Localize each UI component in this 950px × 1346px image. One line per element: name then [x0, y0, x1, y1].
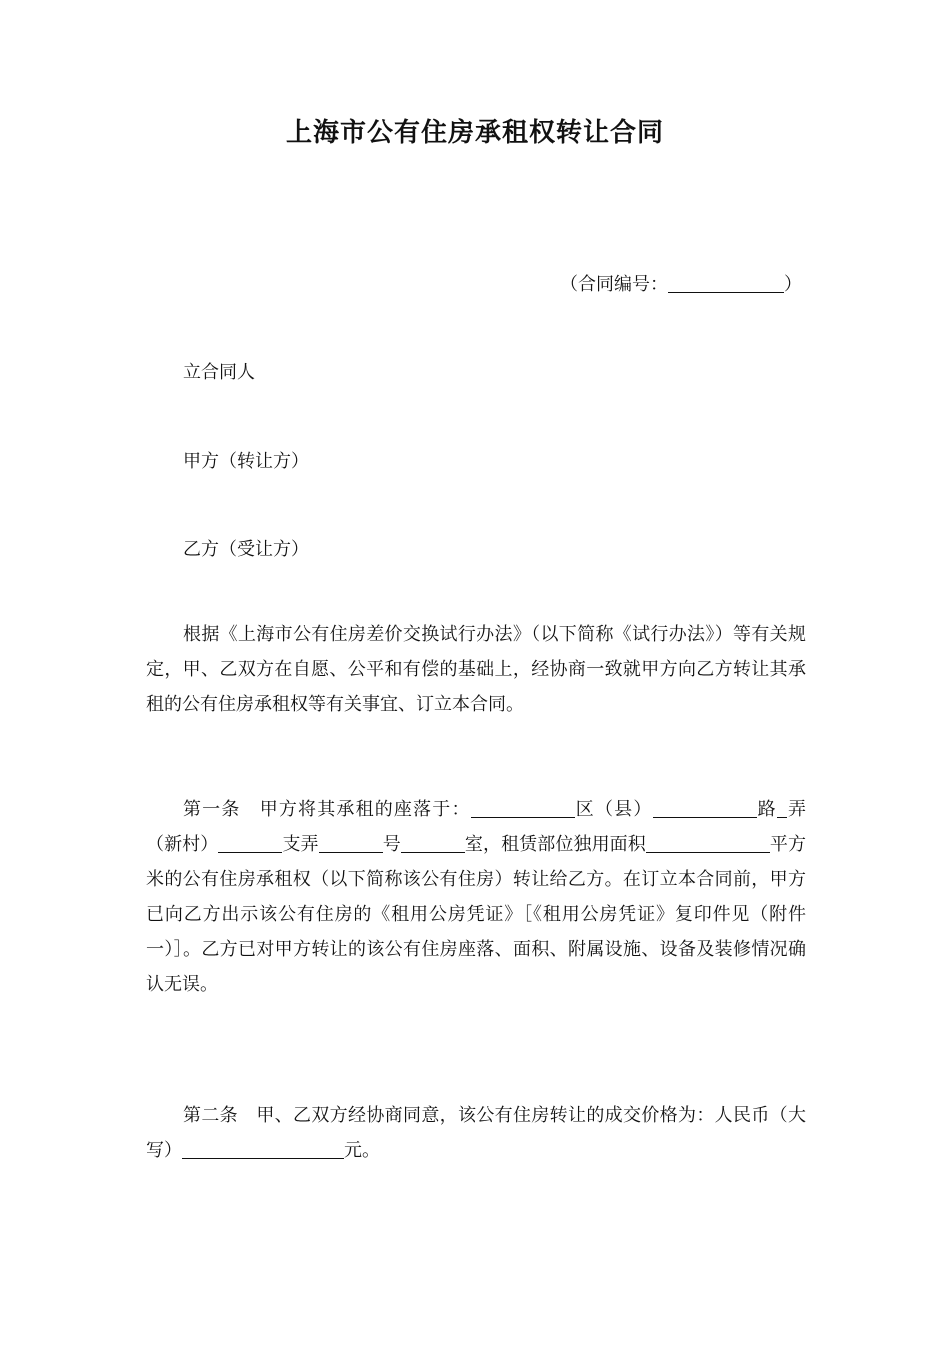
document-title: 上海市公有住房承租权转让合同 — [285, 118, 664, 148]
district-blank[interactable] — [471, 799, 575, 818]
preamble-paragraph: 根据《上海市公有住房差价交换试行办法》（以下简称《试行办法》）等有关规定，甲、乙双方在自愿、公平和有偿的基础上，经协商一致就甲方向乙方转让其承租的公有住房承租权等有关事宜、订立本合同。 — [146, 624, 806, 715]
room-blank[interactable] — [401, 834, 465, 853]
price-blank[interactable] — [182, 1140, 344, 1159]
road-blank[interactable] — [653, 799, 757, 818]
party-b-label: 乙方（受让方） — [183, 539, 309, 560]
party-a-label: 甲方（转让方） — [183, 451, 309, 472]
parties-heading: 立合同人 — [183, 362, 255, 383]
sublane-blank[interactable] — [218, 834, 282, 853]
article-1: 第一条 甲方将其承租的座落于： 区（县） 路 弄（新村） 支弄 号 室，租赁部位独用面积 平方米的公有住房承租权（以下简称该公有住房）转让给乙方。在订立本合同前，甲方已向乙方出示该公有住房的《租用公房凭证》［《租用公房凭证》复印件见（附件一）］。乙方已对甲方转让的该公有住房座落、面积、附属设施、设备及装修情况确认无误。 — [146, 799, 807, 995]
article-2: 第二条 甲、乙双方经协商同意，该公有住房转让的成交价格为：人民币（大写） 元。 — [146, 1105, 806, 1161]
area-blank[interactable] — [646, 834, 770, 853]
contract-number-blank[interactable] — [668, 274, 784, 293]
number-blank[interactable] — [319, 834, 383, 853]
contract-number — [560, 270, 802, 296]
lane-blank[interactable] — [777, 799, 787, 818]
contract-number-label: （合同编号： — [560, 274, 668, 295]
article-1-label: 第一条 — [183, 799, 241, 820]
article-2-label: 第二条 — [183, 1105, 238, 1126]
contract-number-close: ） — [784, 274, 802, 295]
